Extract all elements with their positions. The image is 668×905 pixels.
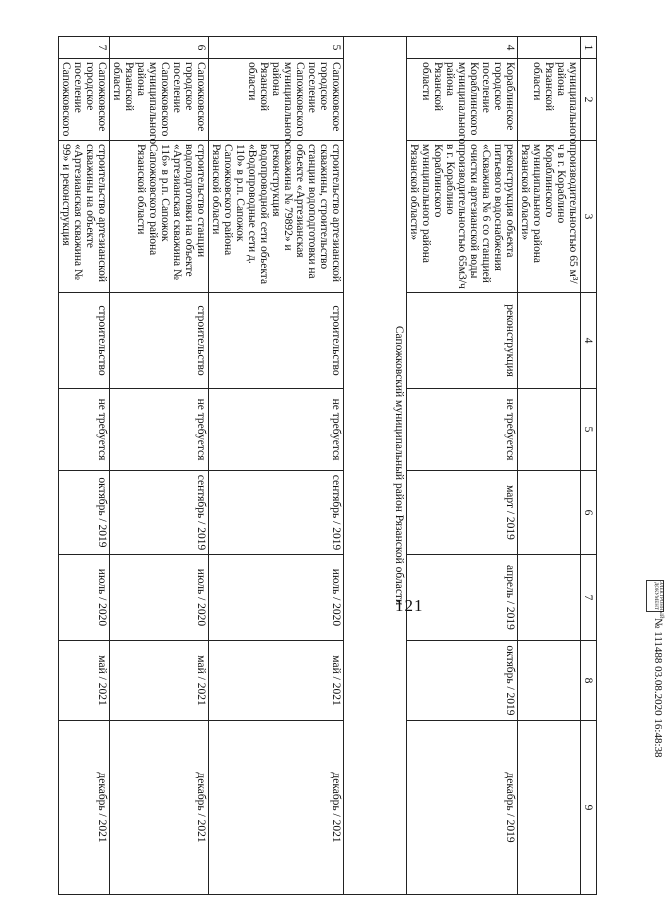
date-cell: сентябрь / 2019 [209, 471, 344, 555]
municipality-cell: Сапожковское городское поселение Сапожковского [59, 59, 110, 141]
table-row [110, 37, 209, 895]
work-type-cell: строительство [59, 293, 110, 389]
registry-table [58, 36, 597, 895]
col-number: 9 [581, 721, 597, 895]
date-cell: декабрь / 2021 [59, 721, 110, 895]
municipality-cell: Кораблинское городское поселение Кораблинского муниципального района Рязанской области [407, 59, 518, 141]
col-number: 6 [581, 471, 597, 555]
row-number: 5 [209, 37, 344, 59]
date-cell: октябрь / 2019 [59, 471, 110, 555]
expertise-cell: не требуется [209, 389, 344, 471]
stamp-text: № 111488 03.08.2020 16:48:38 [652, 618, 664, 758]
work-type-cell: строительство [110, 293, 209, 389]
project-cell: строительство артезианской скважины, строительство станции водоподготовки на объекте «Артезианская скважина № 79892» и реконструкция водопроводной сети объекта «Водопроводные сети д. 110» в р.п. Сапожок Сапожковского района Рязанской области [209, 141, 344, 293]
page-number: 121 [395, 596, 424, 615]
expertise-cell: не требуется [59, 389, 110, 471]
stamp-logo: ЭЛЕКТРОННЫЙ ДОКУМЕНТ [646, 580, 664, 612]
date-cell: декабрь / 2021 [110, 721, 209, 895]
expertise-cell: не требуется [407, 389, 518, 471]
date-cell: декабрь / 2019 [407, 721, 518, 895]
project-cell: производительностью 65 м³/ч в г. Кораблино Кораблинского муниципального района Рязанской области» [518, 141, 581, 293]
municipality-cell: Сапожковское городское поселение Сапожковского муниципального района Рязанской области [110, 59, 209, 141]
section-row [344, 37, 407, 895]
date-cell: май / 2021 [209, 641, 344, 721]
municipality-cell: Сапожковское городское поселение Сапожковского муниципального района Рязанской области [209, 59, 344, 141]
table-row [59, 37, 110, 895]
document-stamp [642, 580, 668, 840]
municipality-cell: муниципального района Рязанской области [518, 59, 581, 141]
project-cell: строительство станции водоподготовки на объекте «Артезианская скважина № 116» в р.п. Сапожок Сапожковского района Рязанской области [110, 141, 209, 293]
col-number: 2 [581, 59, 597, 141]
row-number: 6 [110, 37, 209, 59]
date-cell: июль / 2020 [209, 555, 344, 641]
col-number: 1 [581, 37, 597, 59]
work-type-cell: строительство [209, 293, 344, 389]
table-row [407, 37, 518, 895]
date-cell: апрель / 2019 [407, 555, 518, 641]
date-cell: март / 2019 [407, 471, 518, 555]
col-number: 3 [581, 141, 597, 293]
col-number: 4 [581, 293, 597, 389]
column-number-row [581, 37, 597, 895]
date-cell: сентябрь / 2019 [110, 471, 209, 555]
project-cell: реконструкция объекта питьевого водоснабжения «Скважина № 6 со станцией очистки артезианской воды производительностью 65м3/ч в г. Кораблино Кораблинского муниципального района Рязанской области» [407, 141, 518, 293]
date-cell: май / 2021 [59, 641, 110, 721]
section-title: Сапожковский муниципальный район Рязанской области [344, 37, 407, 895]
col-number: 7 [581, 555, 597, 641]
col-number: 5 [581, 389, 597, 471]
table-row [209, 37, 344, 895]
date-cell: октябрь / 2019 [407, 641, 518, 721]
expertise-cell: не требуется [110, 389, 209, 471]
row-number: 4 [407, 37, 518, 59]
project-cell: строительство артезианской скважины на объекте «Артезианская скважина № 99» и реконструкция [59, 141, 110, 293]
col-number: 8 [581, 641, 597, 721]
row-number: 7 [59, 37, 110, 59]
date-cell: июль / 2020 [59, 555, 110, 641]
work-type-cell: реконструкция [407, 293, 518, 389]
date-cell: июль / 2020 [110, 555, 209, 641]
date-cell: декабрь / 2021 [209, 721, 344, 895]
table-row [518, 37, 581, 895]
date-cell: май / 2021 [110, 641, 209, 721]
